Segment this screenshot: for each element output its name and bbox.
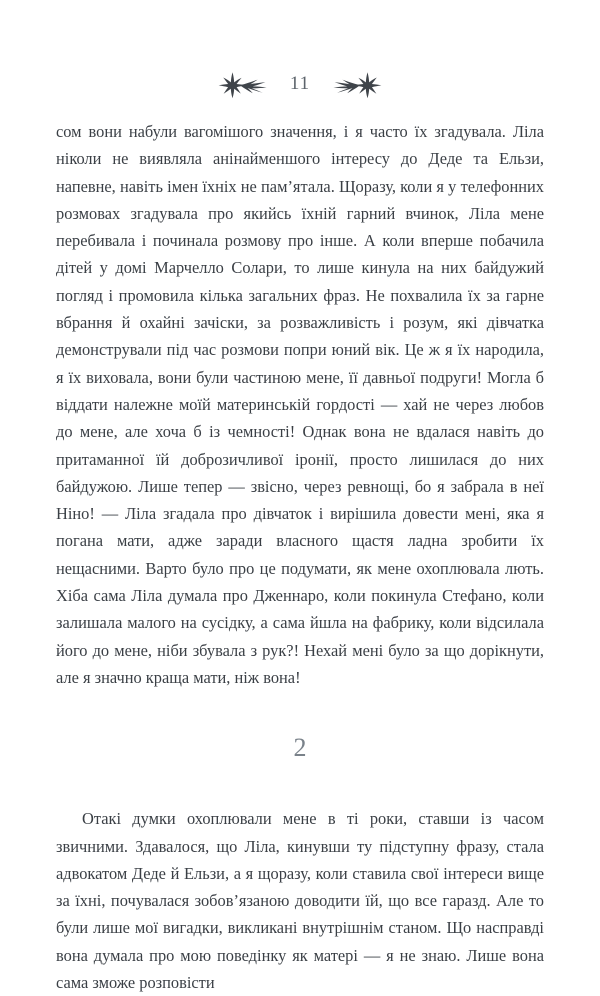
text-block bbox=[56, 118, 544, 996]
section-number: 2 bbox=[293, 733, 307, 763]
leaf-spray-ornament-left bbox=[216, 69, 274, 99]
running-head bbox=[0, 64, 600, 104]
leaf-spray-ornament-right bbox=[326, 69, 384, 99]
page-number: 11 bbox=[289, 72, 311, 94]
paragraph-section-2-opening: Отакі думки охоплювали мене в ті роки, ставши із часом звичними. Здавалося, що Ліла, кинувши ту підступну фразу, стала адвокатом Деде й Ельзи, а я щоразу, коли ставила свої інтереси вище за їхні, почувалася зобов’язаною доводити їй, що все гаразд. Але то були лише мої вигадки, викликані внутрішнім станом. Що насправді вона думала про мою поведінку як матері — я не знаю. Лише вона сама зможе розповісти bbox=[56, 809, 544, 993]
paragraph-continued: сом вони набули вагомішого значення, і я часто їх згадувала. Ліла ніколи не виявляла анінайменшого інтересу до Деде та Ельзи, напевне, навіть імен їхніх не пам’ятала. Щоразу, коли я у телефонних розмовах згадувала про якийсь їхній гарний вчинок, Ліла мене перебивала і починала розмову про інше. А коли вперше побачила дітей у домі Марчелло Солари, то лише кинула на них байдужий погляд і промовила кілька загальних фраз. Не похвалила їх за гарне вбрання й охайні зачіски, за розважливість і розум, які дівчатка демонстрували під час розмови попри юний вік. Це ж я їх народила, я їх виховала, вони були частиною мене, її давньої подруги! Могла б віддати належне моїй материнській гордості — хай не через любов до мене, але хоча б із чемності! Однак вона не вдалася навіть до притаманної їй доброзичливої іронії, просто лишилася до них байдужою. Лише тепер — звісно, через ревнощі, бо я забрала в неї Ніно! — Ліла згадала про дівчаток і вирішила довести мені, яка я погана мати, адже заради власного щастя ладна зробити їх нещасними. Варто було про це подумати, як мене охоплювала лють. Хіба сама Ліла думала про Дженнаро, коли покинула Стефано, коли залишала малого на сусідку, а сама йшла на фабрику, коли відсилала його до мене, ніби збувала з рук?! Нехай мені було за що дорікнути, але я значно краща мати, ніж вона! bbox=[56, 122, 544, 687]
